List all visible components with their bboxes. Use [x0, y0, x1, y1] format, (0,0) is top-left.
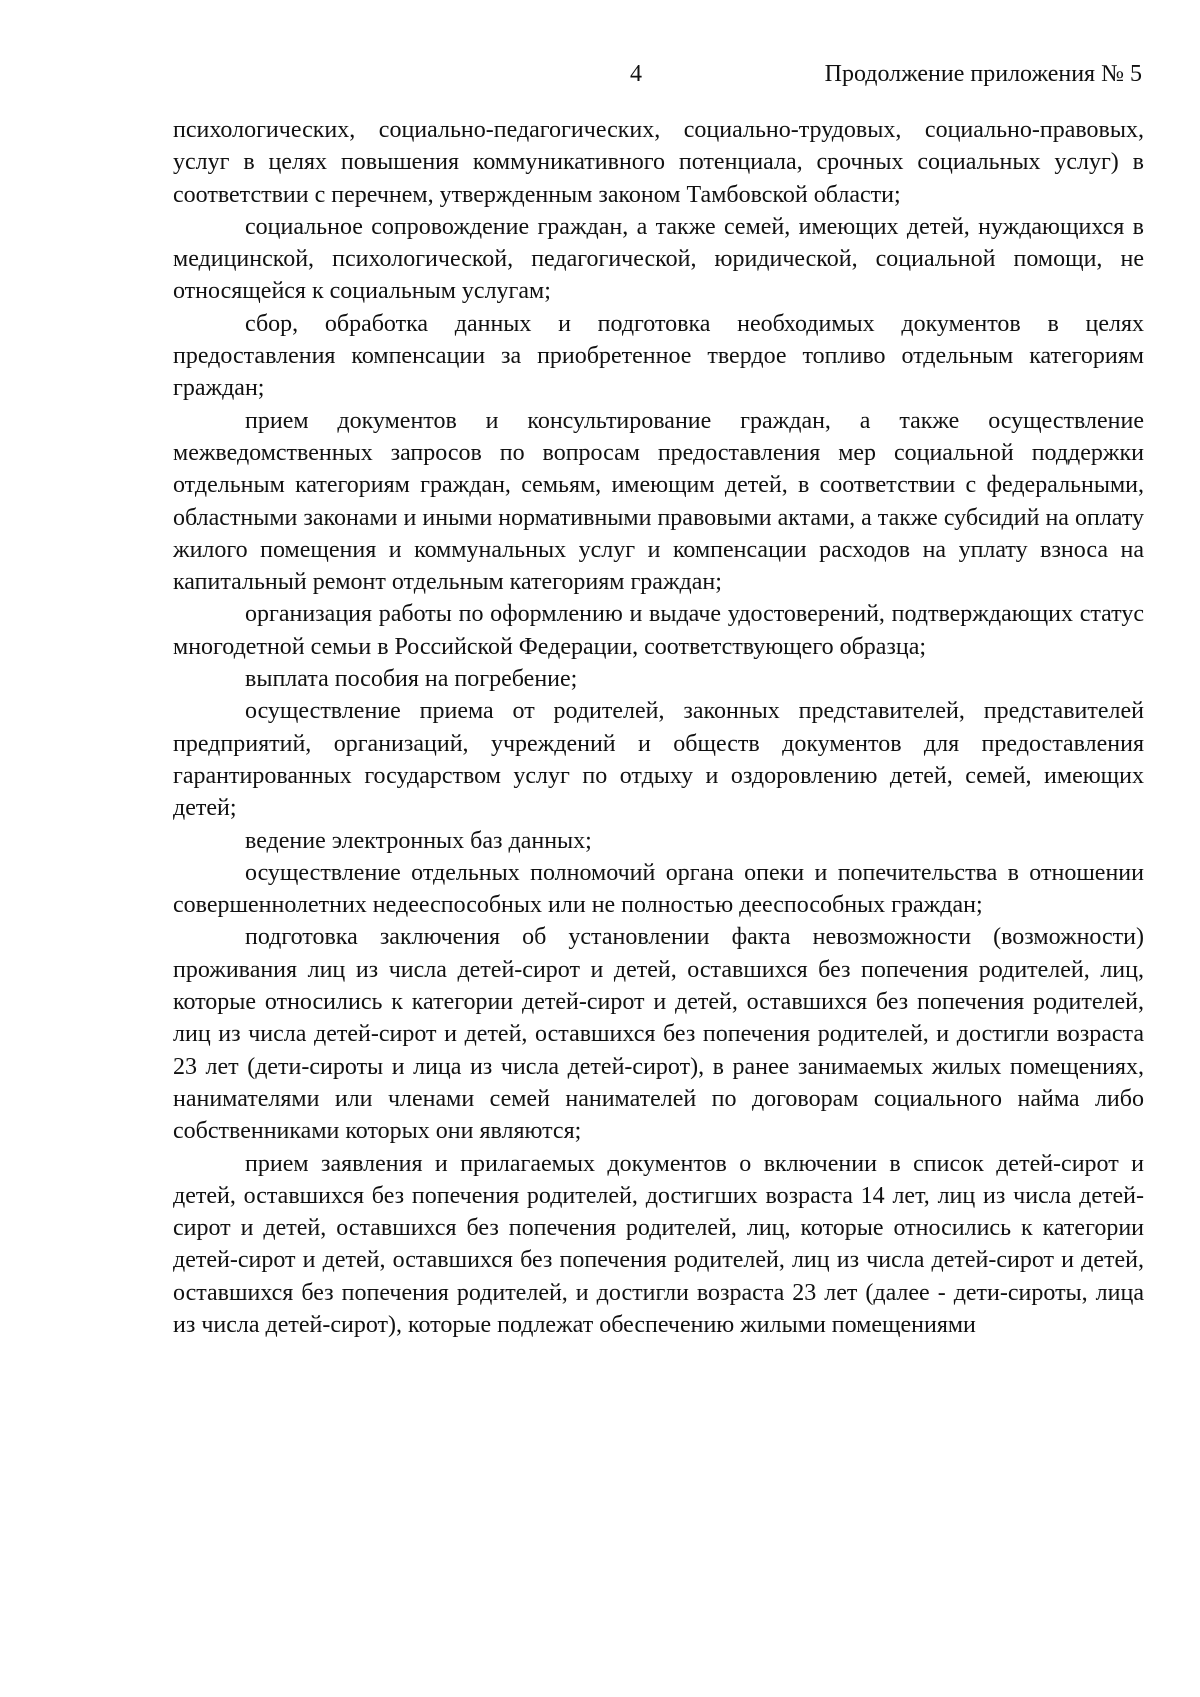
paragraph: сбор, обработка данных и подготовка необходимых документов в целях предоставления компенсации за приобретенное твердое топливо отдельным категориям граждан; — [173, 310, 1144, 402]
paragraph-continuation: психологических, социально-педагогических, социально-трудовых, социально-правовых, услуг в целях повышения коммуникативного потенциала, срочных социальных услуг) в соответствии с перечнем, утвержденным законом Тамбовской области; — [173, 117, 1144, 208]
paragraph: ведение электронных баз данных; — [245, 827, 592, 854]
paragraph: прием заявления и прилагаемых документов о включении в список детей-сирот и детей, оставшихся без попечения родителей, достигших возраста 14 лет, лиц из числа детей-сирот и детей, оставшихся без попечения родителей, лиц, которые относились к категории детей-сирот и детей, оставшихся без попечения родителей, лиц из числа детей-сирот и детей, оставшихся без попечения родителей, и достигли возраста 23 лет (далее - дети-сироты, лица из числа детей-сирот), которые подлежат обеспечению жилыми помещениями — [173, 1150, 1144, 1338]
page-number: 4 — [630, 61, 642, 87]
document-body — [173, 114, 1144, 1341]
paragraph: осуществление приема от родителей, законных представителей, представителей предприятий, организаций, учреждений и обществ документов для предоставления гарантированных государством услуг по отдыху и оздоровлению детей, семей, имеющих детей; — [173, 698, 1144, 822]
page-header — [0, 54, 1200, 94]
paragraph: выплата пособия на погребение; — [245, 666, 578, 693]
paragraph: осуществление отдельных полномочий органа опеки и попечительства в отношении совершеннолетних недееспособных или не полностью дееспособных граждан; — [173, 859, 1144, 919]
paragraph: подготовка заключения об установлении факта невозможности (возможности) проживания лиц из числа детей-сирот и детей, оставшихся без попечения родителей, лиц, которые относились к категории детей-сирот и детей, оставшихся без попечения родителей, лиц из числа детей-сирот и детей, оставшихся без попечения родителей, и достигли возраста 23 лет (дети-сироты и лица из числа детей-сирот), в ранее занимаемых жилых помещениях, нанимателями или членами семей нанимателей по договорам социального найма либо собственниками которых они являются; — [173, 924, 1144, 1145]
paragraph: социальное сопровождение граждан, а также семей, имеющих детей, нуждающихся в медицинской, психологической, педагогической, юридической, социальной помощи, не относящейся к социальным услугам; — [173, 213, 1144, 305]
appendix-continuation-title: Продолжение приложения № 5 — [824, 61, 1142, 87]
paragraph: прием документов и консультирование граждан, а также осуществление межведомственных запросов по вопросам предоставления мер социальной поддержки отдельным категориям граждан, семьям, имеющим детей, в соответствии с федеральными, областными законами и иными нормативными правовыми актами, а также субсидий на оплату жилого помещения и коммунальных услуг и компенсации расходов на уплату взноса на капитальный ремонт отдельным категориям граждан; — [173, 407, 1144, 596]
paragraph: организация работы по оформлению и выдаче удостоверений, подтверждающих статус многодетной семьи в Российской Федерации, соответствующего образца; — [173, 601, 1144, 660]
